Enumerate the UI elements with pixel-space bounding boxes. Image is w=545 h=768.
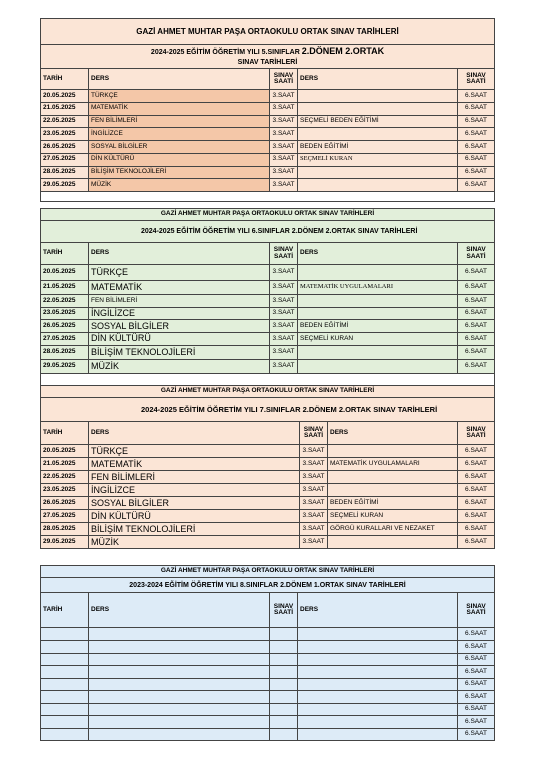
exam-subject: [89, 728, 270, 741]
header-ders: DERS: [89, 593, 270, 628]
header-sinav-saati-2: [458, 593, 495, 628]
exam-period-2: 6.SAAT: [458, 359, 495, 373]
exam-subject: MÜZİK: [89, 536, 300, 549]
exam-period-2: 6.SAAT: [458, 320, 495, 333]
exam-period-2: 6.SAAT: [458, 141, 495, 154]
exam-subject-2: [298, 703, 458, 716]
table-row: [41, 691, 495, 704]
header-sinav: SINAV: [273, 246, 294, 253]
exam-subject-2: [298, 691, 458, 704]
school-title-text: GAZİ AHMET MUHTAR PAŞA ORTAOKULU ORTAK SINAV TARİHLERİ: [136, 26, 399, 36]
schedule-grade-8: [40, 565, 495, 741]
exam-subject: İNGİLİZCE: [89, 128, 270, 141]
header-ders: DERS: [89, 422, 300, 445]
exam-date: 26.05.2025: [41, 141, 89, 154]
exam-subject-2: [298, 716, 458, 729]
exam-period-2: 6.SAAT: [458, 484, 495, 497]
exam-period: [270, 666, 298, 679]
exam-date: 20.05.2025: [41, 445, 89, 458]
exam-subject-2: [298, 128, 458, 141]
exam-subject: [89, 641, 270, 654]
header-sinav-saati-2: [458, 69, 495, 90]
exam-period: 3.SAAT: [270, 90, 298, 103]
exam-subject: [89, 628, 270, 641]
exam-subject: TÜRKÇE: [89, 90, 270, 103]
exam-period-2: 6.SAAT: [458, 265, 495, 281]
exam-subject-2: [298, 628, 458, 641]
section-title: [41, 45, 495, 69]
table-row: [41, 728, 495, 741]
exam-date: [41, 678, 89, 691]
exam-period: 3.SAAT: [270, 102, 298, 115]
exam-period: 3.SAAT: [270, 281, 298, 295]
table-row: [41, 295, 495, 308]
exam-period: 3.SAAT: [300, 471, 328, 484]
exam-date: 27.05.2025: [41, 153, 89, 166]
exam-period: [270, 678, 298, 691]
exam-subject-2: [298, 265, 458, 281]
exam-date: 27.05.2025: [41, 510, 89, 523]
exam-period-2: 6.SAAT: [458, 497, 495, 510]
section-title-emphasis: 2.DÖNEM 2.ORTAK: [301, 46, 385, 57]
exam-period: 3.SAAT: [300, 536, 328, 549]
header-sinav: SINAV: [466, 425, 486, 433]
header-ders: DERS: [89, 69, 270, 90]
table-row-empty: [41, 192, 495, 202]
school-title: GAZİ AHMET MUHTAR PAŞA ORTAOKULU ORTAK SINAV TARİHLERİ: [41, 386, 495, 398]
exam-period-2: 6.SAAT: [458, 445, 495, 458]
exam-subject: [89, 703, 270, 716]
exam-period-2: 6.SAAT: [458, 128, 495, 141]
exam-period-2: 6.SAAT: [458, 307, 495, 320]
exam-date: [41, 728, 89, 741]
exam-subject-2: BEDEN EĞİTİMİ: [328, 497, 458, 510]
exam-subject: SOSYAL BİLGİLER: [89, 141, 270, 154]
exam-subject-2: [328, 536, 458, 549]
header-ders-2: DERS: [328, 422, 458, 445]
school-title: [41, 19, 495, 45]
table-row: [41, 653, 495, 666]
table-row: [41, 320, 495, 333]
table-row: [41, 115, 495, 128]
exam-period: [270, 641, 298, 654]
header-sinav-saati: [270, 69, 298, 90]
exam-subject-2: [298, 90, 458, 103]
exam-date: 22.05.2025: [41, 471, 89, 484]
exam-subject-2: [298, 678, 458, 691]
exam-date: 22.05.2025: [41, 115, 89, 128]
table-row: [41, 641, 495, 654]
table-row: [41, 497, 495, 510]
table-row: [41, 141, 495, 154]
exam-date: 21.05.2025: [41, 458, 89, 471]
exam-period-2: 6.SAAT: [458, 458, 495, 471]
exam-date: 26.05.2025: [41, 497, 89, 510]
exam-subject-2: [298, 666, 458, 679]
table-row: [41, 281, 495, 295]
exam-period: 3.SAAT: [270, 307, 298, 320]
exam-subject: [89, 716, 270, 729]
exam-period-2: 6.SAAT: [458, 295, 495, 308]
school-title: GAZİ AHMET MUHTAR PAŞA ORTAOKULU ORTAK SINAV TARİHLERİ: [41, 209, 495, 221]
exam-subject-2: [298, 179, 458, 192]
exam-date: [41, 691, 89, 704]
exam-subject-2: [298, 653, 458, 666]
section-title: 2023-2024 EĞİTİM ÖĞRETİM YILI 8.SINIFLAR 2.DÖNEM 1.ORTAK SINAV TARİHLERİ: [41, 578, 495, 593]
table-row: [41, 90, 495, 103]
exam-period: 3.SAAT: [300, 445, 328, 458]
exam-date: 28.05.2025: [41, 345, 89, 359]
header-ders-2: DERS: [298, 243, 458, 265]
header-saati: SAATİ: [303, 432, 324, 439]
exam-subject-2: [328, 484, 458, 497]
school-title: GAZİ AHMET MUHTAR PAŞA ORTAOKULU ORTAK SINAV TARİHLERİ: [41, 566, 495, 578]
header-sinav-saati: [300, 422, 328, 445]
exam-period: [270, 653, 298, 666]
exam-subject: BİLİŞİM TEKNOLOJİLERİ: [89, 523, 300, 536]
header-ders: DERS: [89, 243, 270, 265]
header-saati: SAATİ: [466, 78, 486, 85]
table-row: [41, 510, 495, 523]
exam-subject: TÜRKÇE: [89, 265, 270, 281]
exam-subject-2: [328, 445, 458, 458]
spacer-row: [41, 192, 495, 202]
exam-subject: [89, 691, 270, 704]
table-row: [41, 128, 495, 141]
exam-subject-2: [298, 728, 458, 741]
exam-period-2: 6.SAAT: [458, 510, 495, 523]
exam-period: 3.SAAT: [300, 523, 328, 536]
exam-period-2: 6.SAAT: [458, 678, 495, 691]
exam-period-2: 6.SAAT: [458, 666, 495, 679]
exam-period-2: 6.SAAT: [458, 90, 495, 103]
header-tarih: TARİH: [41, 593, 89, 628]
exam-period-2: 6.SAAT: [458, 691, 495, 704]
exam-period: 3.SAAT: [300, 510, 328, 523]
exam-period: 3.SAAT: [300, 484, 328, 497]
exam-period: 3.SAAT: [300, 458, 328, 471]
header-saati: SAATİ: [273, 78, 294, 85]
section-title: 2024-2025 EĞİTİM ÖĞRETİM YILI 7.SINIFLAR 2.DÖNEM 2.ORTAK SINAV TARİHLERİ: [41, 398, 495, 422]
header-saati: SAATİ: [466, 252, 486, 260]
exam-subject: MATEMATİK: [89, 458, 300, 471]
exam-date: 23.05.2025: [41, 484, 89, 497]
header-sinav: SINAV: [466, 246, 486, 253]
exam-subject: FEN BİLİMLERİ: [89, 471, 300, 484]
header-saati: SAATİ: [273, 252, 294, 260]
table-row: [41, 523, 495, 536]
exam-date: [41, 641, 89, 654]
exam-period-2: 6.SAAT: [458, 641, 495, 654]
exam-subject-2: [328, 471, 458, 484]
exam-subject: TÜRKÇE: [89, 445, 300, 458]
header-sinav-saati: [270, 243, 298, 265]
exam-subject: MATEMATİK: [89, 102, 270, 115]
exam-period: 3.SAAT: [270, 295, 298, 308]
table-row: [41, 179, 495, 192]
table-row: [41, 458, 495, 471]
exam-subject: İNGİLİZCE: [89, 307, 270, 320]
exam-date: 23.05.2025: [41, 128, 89, 141]
exam-subject-2: SEÇMELİ KURAN: [328, 510, 458, 523]
exam-subject-2: [298, 359, 458, 373]
table-row: [41, 307, 495, 320]
exam-subject-2: SEÇMELİ KURAN: [298, 333, 458, 346]
exam-period-2: 6.SAAT: [458, 628, 495, 641]
exam-period: 3.SAAT: [270, 345, 298, 359]
exam-subject-2: [298, 345, 458, 359]
exam-subject: SOSYAL BİLGİLER: [89, 320, 270, 333]
table-row: [41, 716, 495, 729]
exam-period: 3.SAAT: [270, 128, 298, 141]
exam-date: 21.05.2025: [41, 281, 89, 295]
exam-period-2: 6.SAAT: [458, 703, 495, 716]
table-row: [41, 333, 495, 346]
table-row: [41, 666, 495, 679]
table-row: [41, 484, 495, 497]
exam-subject: MÜZİK: [89, 179, 270, 192]
header-saati: SAATİ: [273, 609, 294, 616]
exam-subject-2: [298, 307, 458, 320]
exam-subject-2: BEDEN EĞİTİMİ: [298, 320, 458, 333]
exam-period: [270, 628, 298, 641]
exam-period: 3.SAAT: [270, 166, 298, 179]
exam-subject-2: [298, 166, 458, 179]
exam-subject: DİN KÜLTÜRÜ: [89, 510, 300, 523]
header-saati: SAATİ: [466, 609, 486, 616]
exam-period-2: 6.SAAT: [458, 345, 495, 359]
exam-subject: FEN BİLİMLERİ: [89, 115, 270, 128]
exam-subject-2: SEÇMELİ KURAN: [298, 153, 458, 166]
exam-subject: BİLİŞİM TEKNOLOJİLERİ: [89, 166, 270, 179]
exam-period-2: 6.SAAT: [458, 102, 495, 115]
exam-period: 3.SAAT: [270, 320, 298, 333]
table-row: [41, 703, 495, 716]
exam-date: 28.05.2025: [41, 166, 89, 179]
exam-period: 3.SAAT: [270, 359, 298, 373]
exam-date: [41, 666, 89, 679]
table-row: [41, 265, 495, 281]
header-sinav: SINAV: [303, 425, 324, 433]
exam-period-2: 6.SAAT: [458, 115, 495, 128]
header-sinav: SINAV: [273, 71, 294, 79]
exam-subject: DİN KÜLTÜRÜ: [89, 333, 270, 346]
exam-period-2: 6.SAAT: [458, 153, 495, 166]
exam-date: 23.05.2025: [41, 307, 89, 320]
schedule-grade-6: [40, 208, 495, 386]
exam-subject-2: [298, 641, 458, 654]
header-sinav-saati: [270, 593, 298, 628]
exam-period-2: 6.SAAT: [458, 179, 495, 192]
exam-date: [41, 628, 89, 641]
exam-period: [270, 703, 298, 716]
exam-date: 27.05.2025: [41, 333, 89, 346]
exam-date: 20.05.2025: [41, 265, 89, 281]
exam-period: 3.SAAT: [270, 141, 298, 154]
exam-date: 22.05.2025: [41, 295, 89, 308]
exam-period: 3.SAAT: [300, 497, 328, 510]
exam-period: 3.SAAT: [270, 265, 298, 281]
exam-subject-2: SEÇMELİ BEDEN EĞİTİMİ: [298, 115, 458, 128]
exam-date: 28.05.2025: [41, 523, 89, 536]
schedule-grade-7: [40, 385, 495, 549]
exam-period: [270, 716, 298, 729]
header-tarih: TARİH: [41, 243, 89, 265]
header-sinav-saati-2: [458, 422, 495, 445]
header-saati: SAATİ: [466, 432, 486, 439]
exam-subject: [89, 666, 270, 679]
table-row: [41, 166, 495, 179]
table-row: [41, 345, 495, 359]
schedule-grade-5: [40, 18, 495, 202]
exam-date: 21.05.2025: [41, 102, 89, 115]
table-row: [41, 471, 495, 484]
table-row: [41, 536, 495, 549]
exam-period: 3.SAAT: [270, 115, 298, 128]
exam-period: 3.SAAT: [270, 179, 298, 192]
exam-date: [41, 653, 89, 666]
exam-period-2: 6.SAAT: [458, 536, 495, 549]
exam-subject-2: [298, 295, 458, 308]
exam-subject-2: BEDEN EĞİTİMİ: [298, 141, 458, 154]
header-sinav: SINAV: [273, 602, 294, 610]
spacer-row: [41, 373, 495, 385]
exam-date: [41, 703, 89, 716]
header-sinav: SINAV: [466, 602, 486, 610]
exam-subject: MATEMATİK: [89, 281, 270, 295]
exam-subject: DİN KÜLTÜRÜ: [89, 153, 270, 166]
header-tarih: TARİH: [41, 69, 89, 90]
table-row: [41, 628, 495, 641]
exam-period-2: 6.SAAT: [458, 653, 495, 666]
exam-date: [41, 716, 89, 729]
exam-subject: BİLİŞİM TEKNOLOJİLERİ: [89, 345, 270, 359]
exam-period-2: 6.SAAT: [458, 166, 495, 179]
exam-subject: [89, 678, 270, 691]
table-row: [41, 445, 495, 458]
exam-date: 26.05.2025: [41, 320, 89, 333]
table-row-empty: [41, 373, 495, 385]
exam-period: 3.SAAT: [270, 333, 298, 346]
exam-period-2: 6.SAAT: [458, 716, 495, 729]
exam-period: 3.SAAT: [270, 153, 298, 166]
exam-date: 29.05.2025: [41, 359, 89, 373]
exam-subject-2: MATEMATİK UYGULAMALARI: [298, 281, 458, 295]
table-row: [41, 678, 495, 691]
exam-period-2: 6.SAAT: [458, 523, 495, 536]
exam-subject: MÜZİK: [89, 359, 270, 373]
exam-period: [270, 691, 298, 704]
section-title: 2024-2025 EĞİTİM ÖĞRETİM YILI 6.SINIFLAR 2.DÖNEM 2.ORTAK SINAV TARİHLERİ: [41, 221, 495, 243]
section-title-prefix: 2024-2025 EĞİTİM ÖĞRETİM YILI 5.SINIFLAR: [150, 49, 300, 57]
exam-subject: İNGİLİZCE: [89, 484, 300, 497]
header-sinav: SINAV: [466, 71, 486, 79]
header-tarih: TARİH: [41, 422, 89, 445]
exam-date: 29.05.2025: [41, 179, 89, 192]
section-title-suffix: SINAV TARİHLERİ: [237, 58, 298, 66]
exam-period-2: 6.SAAT: [458, 333, 495, 346]
exam-period-2: 6.SAAT: [458, 471, 495, 484]
exam-date: 29.05.2025: [41, 536, 89, 549]
exam-date: 20.05.2025: [41, 90, 89, 103]
exam-period-2: 6.SAAT: [458, 281, 495, 295]
exam-subject-2: [298, 102, 458, 115]
table-row: [41, 102, 495, 115]
exam-subject-2: MATEMATİK UYGULAMALARI: [328, 458, 458, 471]
exam-subject: [89, 653, 270, 666]
exam-subject: FEN BİLİMLERİ: [89, 295, 270, 308]
table-row: [41, 153, 495, 166]
header-ders-2: DERS: [298, 593, 458, 628]
header-sinav-saati-2: [458, 243, 495, 265]
exam-subject: SOSYAL BİLGİLER: [89, 497, 300, 510]
exam-period-2: 6.SAAT: [458, 728, 495, 741]
table-row: [41, 359, 495, 373]
exam-period: [270, 728, 298, 741]
exam-subject-2: GÖRGÜ KURALLARI VE NEZAKET: [328, 523, 458, 536]
header-ders-2: DERS: [298, 69, 458, 90]
